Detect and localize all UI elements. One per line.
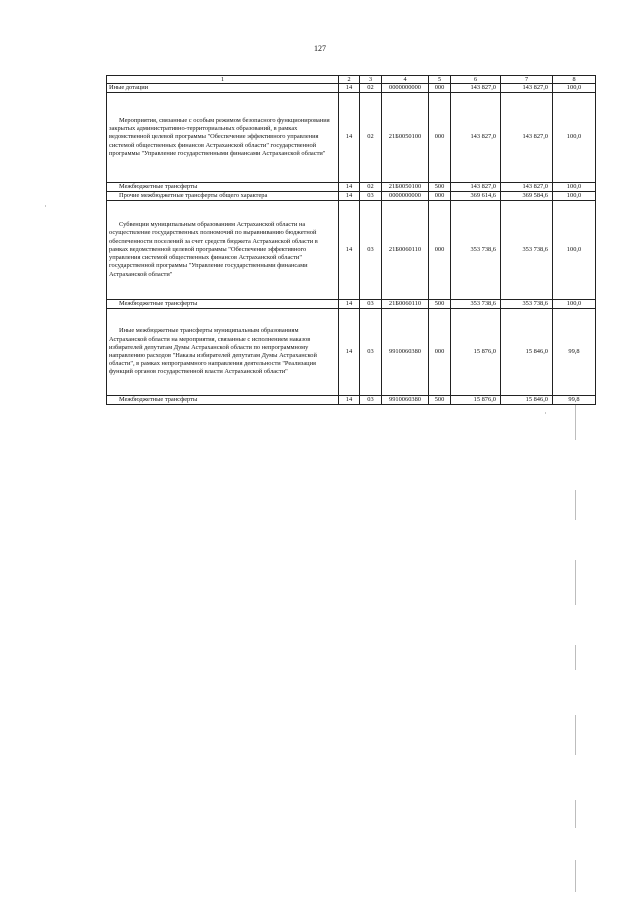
scan-artifact [575,860,576,892]
row-target-code: 9910060380 [382,396,429,405]
row-planned: 15 876,0 [451,309,501,396]
row-subsection: 03 [360,201,382,300]
row-expense-type: 500 [429,396,451,405]
row-percent: 99,8 [553,396,596,405]
table-row [107,309,596,396]
table-row [107,396,596,405]
row-percent: 100,0 [553,192,596,201]
row-expense-type: 000 [429,201,451,300]
row-expense-type: 000 [429,192,451,201]
row-target-code: 9910060380 [382,309,429,396]
row-executed: 143 827,0 [501,183,553,192]
column-header: 4 [382,76,429,84]
row-percent: 99,8 [553,309,596,396]
column-header: 6 [451,76,501,84]
row-target-code: 21Б0050100 [382,93,429,183]
row-percent: 100,0 [553,93,596,183]
row-target-code: 21Б0060110 [382,201,429,300]
row-planned: 143 827,0 [451,183,501,192]
row-executed: 15 846,0 [501,309,553,396]
column-header: 3 [360,76,382,84]
row-percent: 100,0 [553,84,596,93]
row-planned: 143 827,0 [451,84,501,93]
row-executed: 143 827,0 [501,93,553,183]
row-planned: 15 876,0 [451,396,501,405]
row-section: 14 [339,192,360,201]
row-executed: 369 584,6 [501,192,553,201]
scan-artifact [575,490,576,520]
row-expense-type: 500 [429,300,451,309]
row-executed: 353 738,6 [501,300,553,309]
table-row [107,84,596,93]
row-target-code: 21Б0050100 [382,183,429,192]
row-name: Межбюджетные трансферты [107,183,339,192]
row-percent: 100,0 [553,201,596,300]
row-expense-type: 500 [429,183,451,192]
scan-artifact [575,405,576,440]
scan-artifact [575,560,576,605]
row-percent: 100,0 [553,300,596,309]
row-percent: 100,0 [553,183,596,192]
row-expense-type: 000 [429,84,451,93]
row-planned: 143 827,0 [451,93,501,183]
row-subsection: 03 [360,300,382,309]
row-name: Мероприятия, связанные с особым режимом безопасного функционирования закрытых административно-территориальных образований, в рамках ведомственной целевой программы "Обеспечение эффективного управления системой общественных финансов Астраханской области" государственной программы "Управление государственными финансами Астраханской области" [107,93,339,183]
row-name: Прочие межбюджетные трансферты общего характера [107,192,339,201]
row-section: 14 [339,309,360,396]
scan-artifact [45,205,46,207]
table-row [107,93,596,183]
row-expense-type: 000 [429,93,451,183]
column-header: 2 [339,76,360,84]
row-subsection: 03 [360,192,382,201]
row-name: Иные дотации [107,84,339,93]
row-target-code: 0000000000 [382,84,429,93]
row-planned: 353 738,6 [451,201,501,300]
row-name: Межбюджетные трансферты [107,396,339,405]
row-target-code: 0000000000 [382,192,429,201]
page-number: 127 [314,44,326,53]
row-section: 14 [339,300,360,309]
row-subsection: 02 [360,93,382,183]
table-row [107,183,596,192]
row-subsection: 02 [360,84,382,93]
row-section: 14 [339,84,360,93]
scan-artifact [575,800,576,828]
table-header-row [107,76,596,84]
table-row [107,192,596,201]
row-executed: 15 846,0 [501,396,553,405]
column-header: 1 [107,76,339,84]
row-executed: 143 827,0 [501,84,553,93]
row-subsection: 03 [360,309,382,396]
row-section: 14 [339,93,360,183]
row-expense-type: 000 [429,309,451,396]
column-header: 5 [429,76,451,84]
scan-artifact [575,645,576,670]
row-planned: 369 614,6 [451,192,501,201]
row-name: Субвенции муниципальным образованиям Астраханской области на осуществление государственных полномочий по выравниванию бюджетной обеспеченности поселений за счет средств бюджета Астраханской области в рамках ведомственной целевой программы "Обеспечение эффективного управления системой общественных финансов Астраханской области" государственной программы "Управление государственными финансами Астраханской области" [107,201,339,300]
column-header: 7 [501,76,553,84]
scan-artifact [575,715,576,755]
row-subsection: 03 [360,396,382,405]
budget-table [106,75,596,405]
row-section: 14 [339,183,360,192]
column-header: 8 [553,76,596,84]
row-subsection: 02 [360,183,382,192]
row-planned: 353 738,6 [451,300,501,309]
row-target-code: 21Б0060110 [382,300,429,309]
scan-artifact [545,412,546,414]
row-section: 14 [339,201,360,300]
row-section: 14 [339,396,360,405]
table-row [107,201,596,300]
row-executed: 353 738,6 [501,201,553,300]
table-row [107,300,596,309]
row-name: Межбюджетные трансферты [107,300,339,309]
row-name: Иные межбюджетные трансферты муниципальным образованиям Астраханской области на мероприятия, связанные с исполнением наказов избирателей депутатам Думы Астраханской области по непрограммному направлению расходов "Наказы избирателей депутатам Думы Астраханской области", в рамках непрограммного направления деятельности "Реализация функций органов государственной власти Астраханской области" [107,309,339,396]
